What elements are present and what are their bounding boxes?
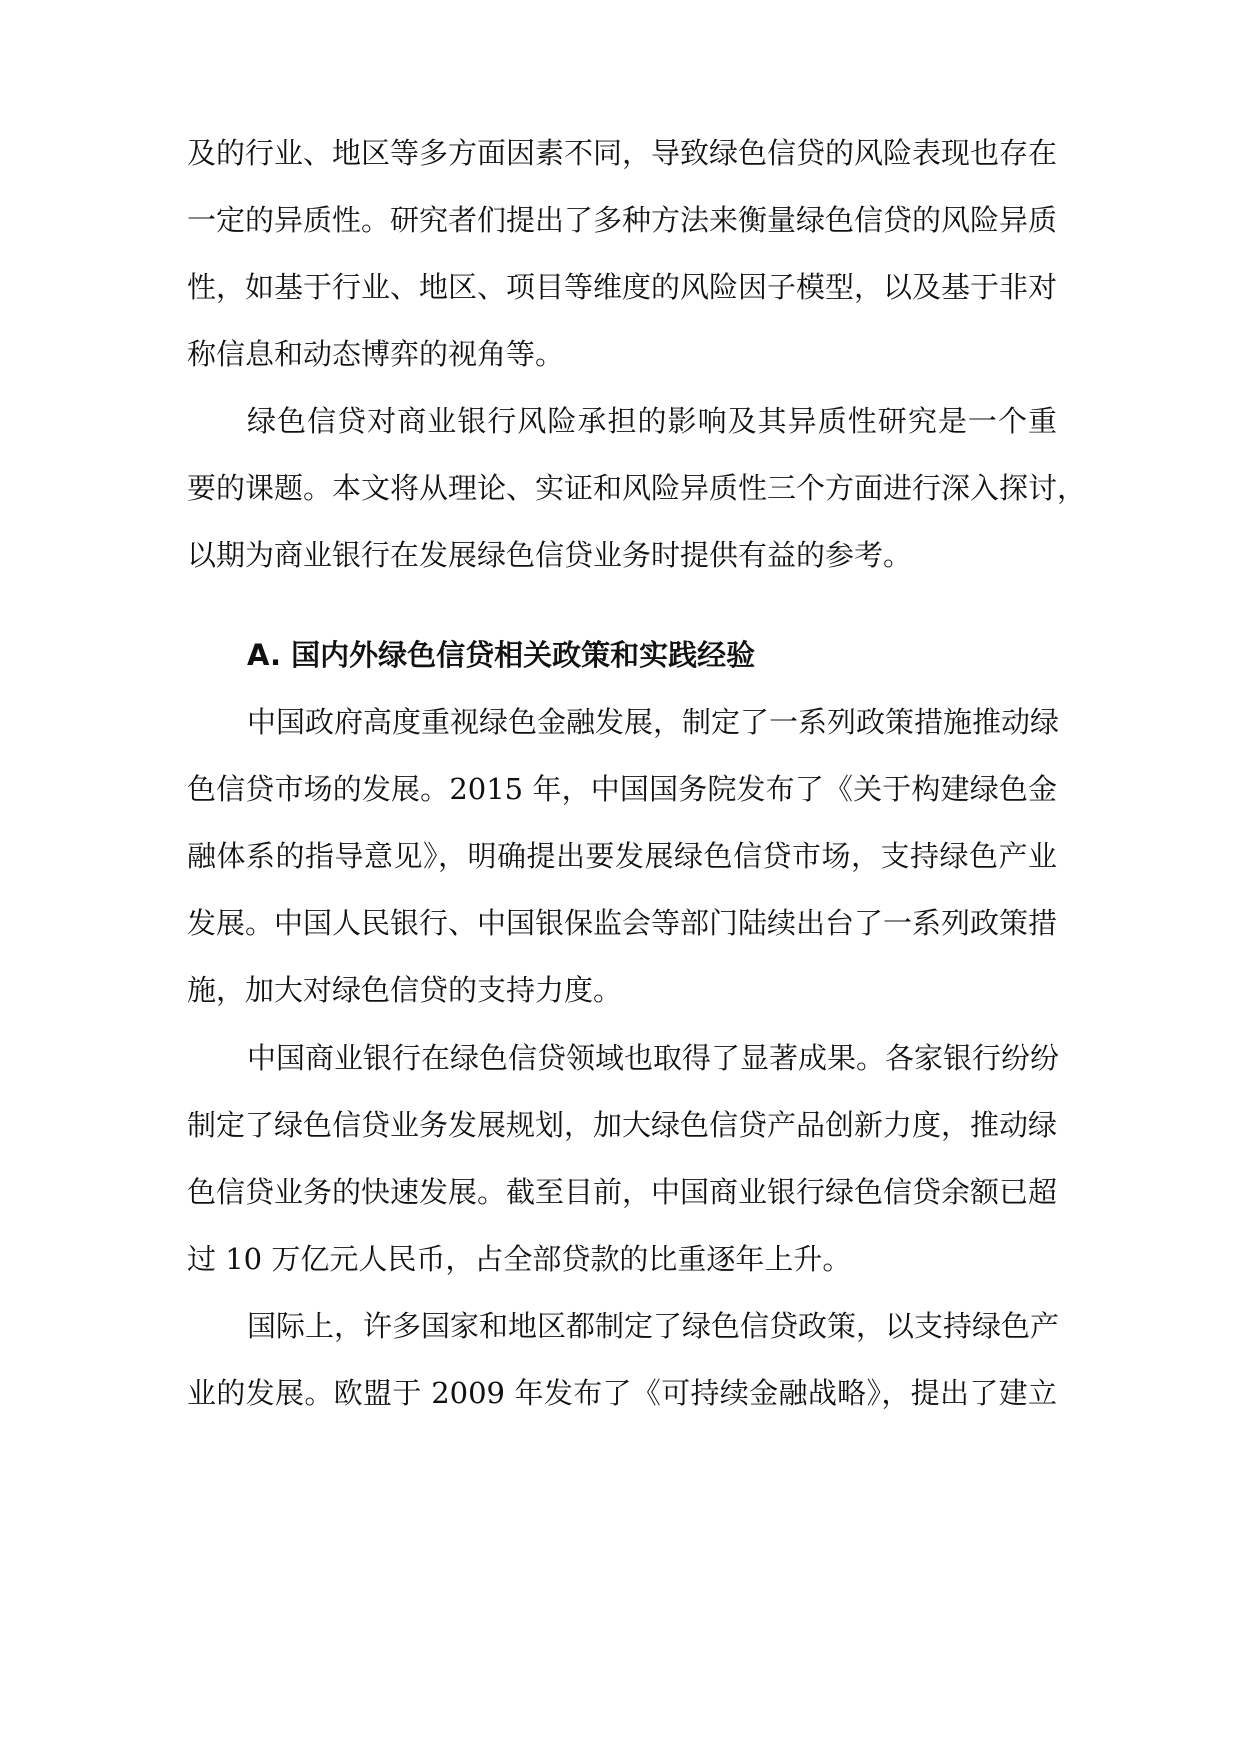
section-paragraph-1-line-4: 发展。中国人民银行、中国银保监会等部门陆续出台了一系列政策措 bbox=[187, 906, 1058, 940]
section-paragraph-3-line-1: 国际上，许多国家和地区都制定了绿色信贷政策，以支持绿色产 bbox=[247, 1309, 1060, 1343]
section-paragraph-1-line-1: 中国政府高度重视绿色金融发展，制定了一系列政策措施推动绿 bbox=[247, 705, 1060, 739]
paragraph-1-line-1: 及的行业、地区等多方面因素不同，导致绿色信贷的风险表现也存在 bbox=[187, 136, 1058, 170]
section-paragraph-2-line-3: 色信贷业务的快速发展。截至目前，中国商业银行绿色信贷余额已超 bbox=[187, 1175, 1058, 1209]
section-paragraph-2-line-4: 过 10 万亿元人民币，占全部贷款的比重逐年上升。 bbox=[187, 1242, 852, 1276]
section-paragraph-2-line-2: 制定了绿色信贷业务发展规划，加大绿色信贷产品创新力度，推动绿 bbox=[187, 1108, 1058, 1142]
paragraph-1-line-4: 称信息和动态博弈的视角等。 bbox=[187, 337, 565, 371]
section-paragraph-2-line-1: 中国商业银行在绿色信贷领域也取得了显著成果。各家银行纷纷 bbox=[247, 1041, 1060, 1075]
section-paragraph-3-line-2: 业的发展。欧盟于 2009 年发布了《可持续金融战略》，提出了建立 bbox=[187, 1376, 1057, 1410]
paragraph-1-line-2: 一定的异质性。研究者们提出了多种方法来衡量绿色信贷的风险异质 bbox=[187, 203, 1058, 237]
section-paragraph-1-line-5: 施，加大对绿色信贷的支持力度。 bbox=[187, 973, 623, 1007]
paragraph-2-line-3: 以期为商业银行在发展绿色信贷业务时提供有益的参考。 bbox=[187, 538, 913, 572]
section-paragraph-1-line-3: 融体系的指导意见》，明确提出要发展绿色信贷市场，支持绿色产业 bbox=[187, 839, 1057, 873]
paragraph-1-line-3: 性，如基于行业、地区、项目等维度的风险因子模型，以及基于非对 bbox=[187, 270, 1058, 304]
paragraph-2-line-2: 要的课题。本文将从理论、实证和风险异质性三个方面进行深入探讨， bbox=[187, 471, 1087, 505]
section-paragraph-1-line-2: 色信贷市场的发展。2015 年，中国国务院发布了《关于构建绿色金 bbox=[187, 772, 1057, 806]
section-heading: A. 国内外绿色信贷相关政策和实践经验 bbox=[247, 638, 756, 672]
paragraph-2-line-1: 绿色信贷对商业银行风险承担的影响及其异质性研究是一个重 bbox=[247, 404, 1057, 438]
